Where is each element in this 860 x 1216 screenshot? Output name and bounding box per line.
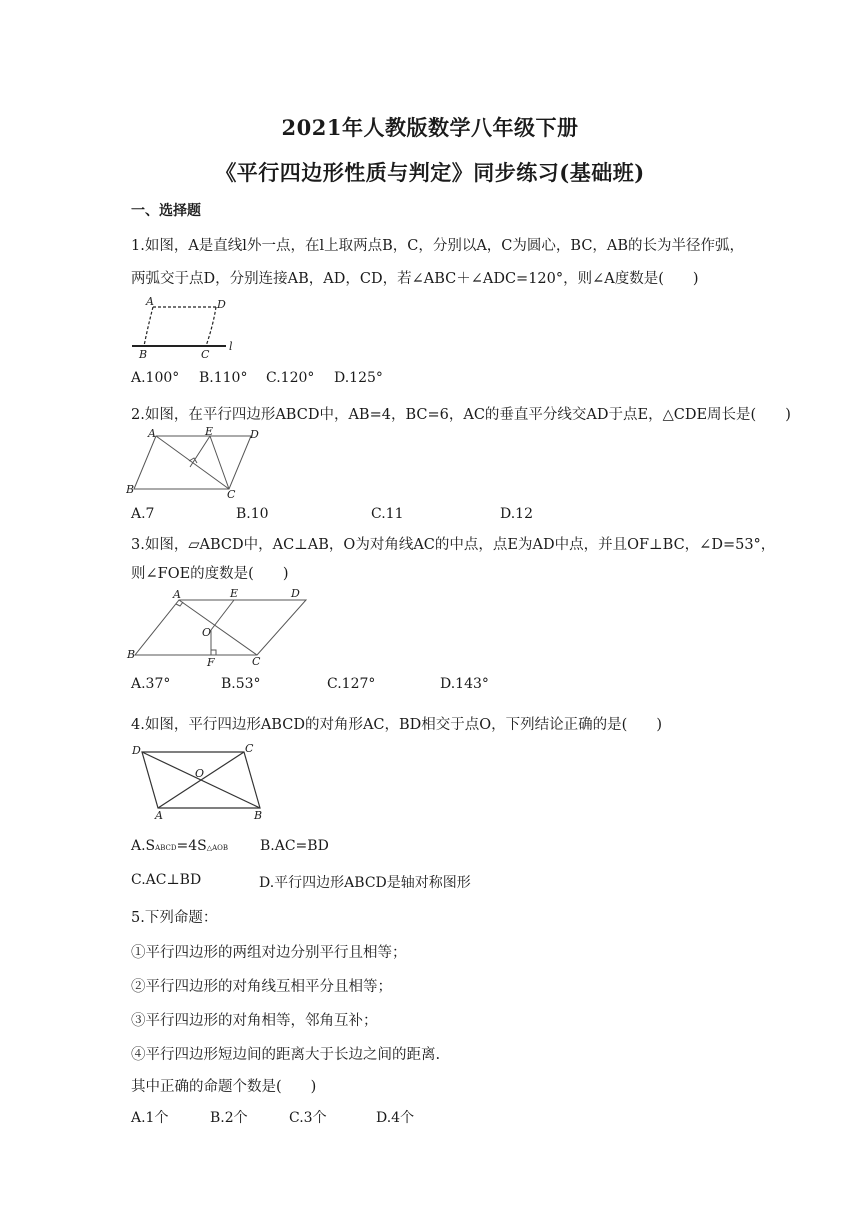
fig3-label-f: F bbox=[207, 656, 215, 669]
question-3-line-1: 3.如图，▱ABCD中，AC⊥AB，O为对角线AC的中点，点E为AD中点，并且OF⊥BC，∠D=53°， bbox=[131, 537, 776, 553]
q4-option-a-sub2: △AOB bbox=[206, 844, 229, 852]
question-1-line-2: 两弧交于点D，分别连接AB，AD，CD，若∠ABC＋∠ADC=120°，则∠A度数是( ) bbox=[131, 271, 699, 287]
fig1-label-a: A bbox=[146, 295, 154, 308]
fig4-label-c: C bbox=[245, 742, 254, 755]
q3-option-d: D.143° bbox=[440, 676, 489, 692]
q1-option-b: B.110° bbox=[199, 370, 248, 386]
q1-option-d: D.125° bbox=[334, 370, 383, 386]
question-5-line-1: 5.下列命题： bbox=[131, 910, 218, 926]
fig1-label-d: D bbox=[217, 298, 226, 311]
q1-option-c: C.120° bbox=[266, 370, 315, 386]
fig2-label-e: E bbox=[205, 425, 214, 438]
q4-option-a-part1: A.S bbox=[131, 838, 156, 854]
fig3-label-d: D bbox=[291, 587, 300, 600]
fig3-label-c: C bbox=[252, 655, 261, 668]
fig2-label-a: A bbox=[148, 427, 156, 440]
q3-option-b: B.53° bbox=[221, 676, 261, 692]
fig3-label-e: E bbox=[230, 587, 239, 600]
q5-option-b: B.2个 bbox=[210, 1110, 248, 1126]
question-5-statement-3: ③平行四边形的对角相等，邻角互补； bbox=[131, 1013, 378, 1029]
fig3-label-a: A bbox=[173, 588, 181, 601]
q3-option-c: C.127° bbox=[327, 676, 376, 692]
fig2-label-b: B bbox=[126, 483, 135, 496]
question-1-figure bbox=[129, 294, 239, 366]
fig1-label-c: C bbox=[201, 348, 210, 361]
q3-option-a: A.37° bbox=[131, 676, 171, 692]
q2-option-d: D.12 bbox=[500, 506, 533, 522]
question-4-figure bbox=[127, 740, 273, 826]
q5-option-c: C.3个 bbox=[289, 1110, 327, 1126]
q4-option-d: D.平行四边形ABCD是轴对称图形 bbox=[259, 875, 471, 891]
question-1-line-1: 1.如图，A是直线l外一点，在l上取两点B，C，分别以A，C为圆心，BC，AB的长为半径作弧， bbox=[131, 238, 745, 254]
question-2-figure bbox=[126, 425, 266, 505]
fig2-label-c: C bbox=[227, 488, 236, 501]
question-2-line-1: 2.如图，在平行四边形ABCD中，AB=4，BC=6，AC的垂直平分线交AD于点E，△CDE周长是( ) bbox=[131, 407, 791, 423]
document-title: 2021年人教版数学八年级下册 bbox=[281, 115, 579, 140]
q4-option-a bbox=[131, 838, 228, 854]
section-heading: 一、选择题 bbox=[131, 203, 201, 219]
fig3-label-o: O bbox=[202, 626, 212, 639]
q4-option-a-part2: =4S bbox=[176, 838, 207, 854]
q2-option-c: C.11 bbox=[371, 506, 404, 522]
q5-option-a: A.1个 bbox=[131, 1110, 169, 1126]
fig4-label-d: D bbox=[132, 744, 141, 757]
question-4-line-1: 4.如图，平行四边形ABCD的对角形AC，BD相交于点O，下列结论正确的是( ) bbox=[131, 717, 662, 733]
q1-option-a: A.100° bbox=[131, 370, 180, 386]
q5-option-d: D.4个 bbox=[376, 1110, 415, 1126]
fig4-label-a: A bbox=[155, 809, 163, 822]
question-5-statement-2: ②平行四边形的对角线互相平分且相等； bbox=[131, 979, 392, 995]
question-3-line-2: 则∠FOE的度数是( ) bbox=[131, 566, 289, 582]
q4-option-c: C.AC⊥BD bbox=[131, 872, 202, 888]
q4-option-a-sub1: ABCD bbox=[155, 844, 177, 852]
q2-option-b: B.10 bbox=[236, 506, 269, 522]
q4-option-b: B.AC=BD bbox=[260, 838, 329, 854]
fig3-label-b: B bbox=[127, 648, 136, 661]
fig1-label-b: B bbox=[139, 348, 148, 361]
question-5-statement-1: ①平行四边形的两组对边分别平行且相等； bbox=[131, 945, 407, 961]
question-5-statement-4: ④平行四边形短边间的距离大于长边之间的距离. bbox=[131, 1047, 441, 1063]
question-5-prompt: 其中正确的命题个数是( ) bbox=[131, 1079, 317, 1095]
question-3-figure bbox=[126, 586, 310, 674]
document-subtitle: 《平行四边形性质与判定》同步练习(基础班) bbox=[215, 160, 645, 185]
fig4-label-o: O bbox=[195, 767, 205, 780]
fig2-label-d: D bbox=[250, 428, 259, 441]
q2-option-a: A.7 bbox=[131, 506, 155, 522]
fig1-label-l: l bbox=[229, 340, 233, 353]
fig4-label-b: B bbox=[254, 809, 263, 822]
